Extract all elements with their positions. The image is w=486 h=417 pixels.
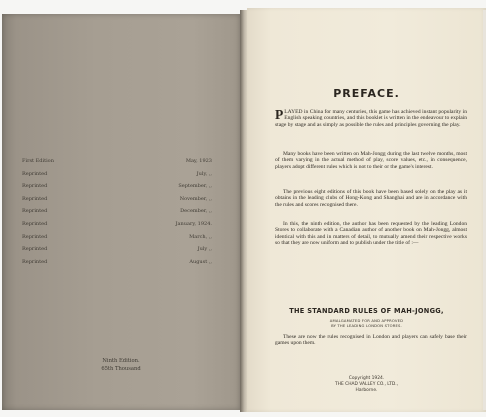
edition-row xyxy=(22,259,212,272)
edition-label: Reprinted xyxy=(22,220,48,227)
edition-date: November, ,, xyxy=(179,195,212,202)
edition-label: Reprinted xyxy=(22,233,48,240)
copyright-block xyxy=(247,376,486,394)
preface-title: PREFACE. xyxy=(333,87,400,100)
edition-label: Reprinted xyxy=(22,195,48,202)
preface-paragraph-4: In this, the ninth edition, the author has been requested by the leading London Stores to collaborate with a Canadian author of another book on Mah-Jongg, almost identical with this and in matters of detail, to mutually amend their respective works so that they are now uniform and to publish under the title of :— xyxy=(275,221,467,247)
amalgamated-line-1: AMALGAMATED FOR AND APPROVED xyxy=(329,319,404,323)
book-gutter xyxy=(240,10,247,412)
edition-label: Reprinted xyxy=(22,183,48,190)
edition-label: Reprinted xyxy=(22,170,48,177)
edition-row xyxy=(22,183,212,196)
preface-paragraph-1 xyxy=(275,109,467,128)
drop-cap: P xyxy=(275,107,284,122)
edition-note xyxy=(2,358,240,373)
edition-row xyxy=(22,171,212,184)
edition-row xyxy=(22,221,212,234)
amalgamated-line-2: BY THE LEADING LONDON STORES. xyxy=(331,324,402,328)
amalgamated-note xyxy=(247,319,486,329)
book-spread xyxy=(2,8,486,410)
edition-label: Reprinted xyxy=(22,258,48,265)
edition-row xyxy=(22,208,212,221)
preface-paragraph-5: These are now the rules recognised in London and players can safely base their games upon them. xyxy=(275,334,467,347)
edition-date: January, 1924. xyxy=(175,220,212,227)
edition-date: July, ,, xyxy=(196,170,212,177)
edition-label: Reprinted xyxy=(22,246,48,253)
edition-label: Reprinted xyxy=(22,208,48,215)
edition-date: July ,, xyxy=(197,246,212,253)
paragraph-1-text: LAYED in China for many centuries, this game has achieved instant popularity in English speaking countries, and this booklet is written in the endeavour to explain stage by stage and as simply as possible the rules and principles governing the play. xyxy=(275,109,467,128)
preface-paragraph-3: The previous eight editions of this book have been based solely on the play as it obtains in the leading clubs of Hong-Kong and Shanghai and are in accordance with the rules and scores recognised there. xyxy=(275,189,467,208)
ninth-edition-label: Ninth Edition. xyxy=(102,358,140,364)
place-line: Harborne. xyxy=(355,388,378,393)
edition-date: May, 1923 xyxy=(185,158,212,164)
edition-list xyxy=(22,158,212,271)
thousand-label: 65th Thousand xyxy=(101,365,141,372)
edition-date: March, ,, xyxy=(189,233,212,240)
edition-date: September, ,, xyxy=(178,183,212,190)
edition-date: August ,, xyxy=(189,258,212,265)
edition-row xyxy=(22,246,212,259)
preface-paragraph-2: Many books have been written on Mah-Jongg during the last twelve months, most of them varying in the actual method of play, score values, etc., in consequence, players adopt different rules which is not to their or the game's interest. xyxy=(275,151,467,170)
edition-label: First Edition xyxy=(22,158,54,164)
copyright-line: Copyright 1924. xyxy=(348,376,385,381)
edition-row xyxy=(22,234,212,247)
left-page xyxy=(2,14,240,410)
edition-row xyxy=(22,196,212,209)
publisher-line: THE CHAD VALLEY CO., LTD., xyxy=(335,382,398,387)
edition-date: December, ,, xyxy=(180,208,212,215)
edition-row xyxy=(22,158,212,171)
rules-heading: THE STANDARD RULES OF MAH-JONGG, xyxy=(289,307,444,315)
right-page xyxy=(247,8,486,412)
